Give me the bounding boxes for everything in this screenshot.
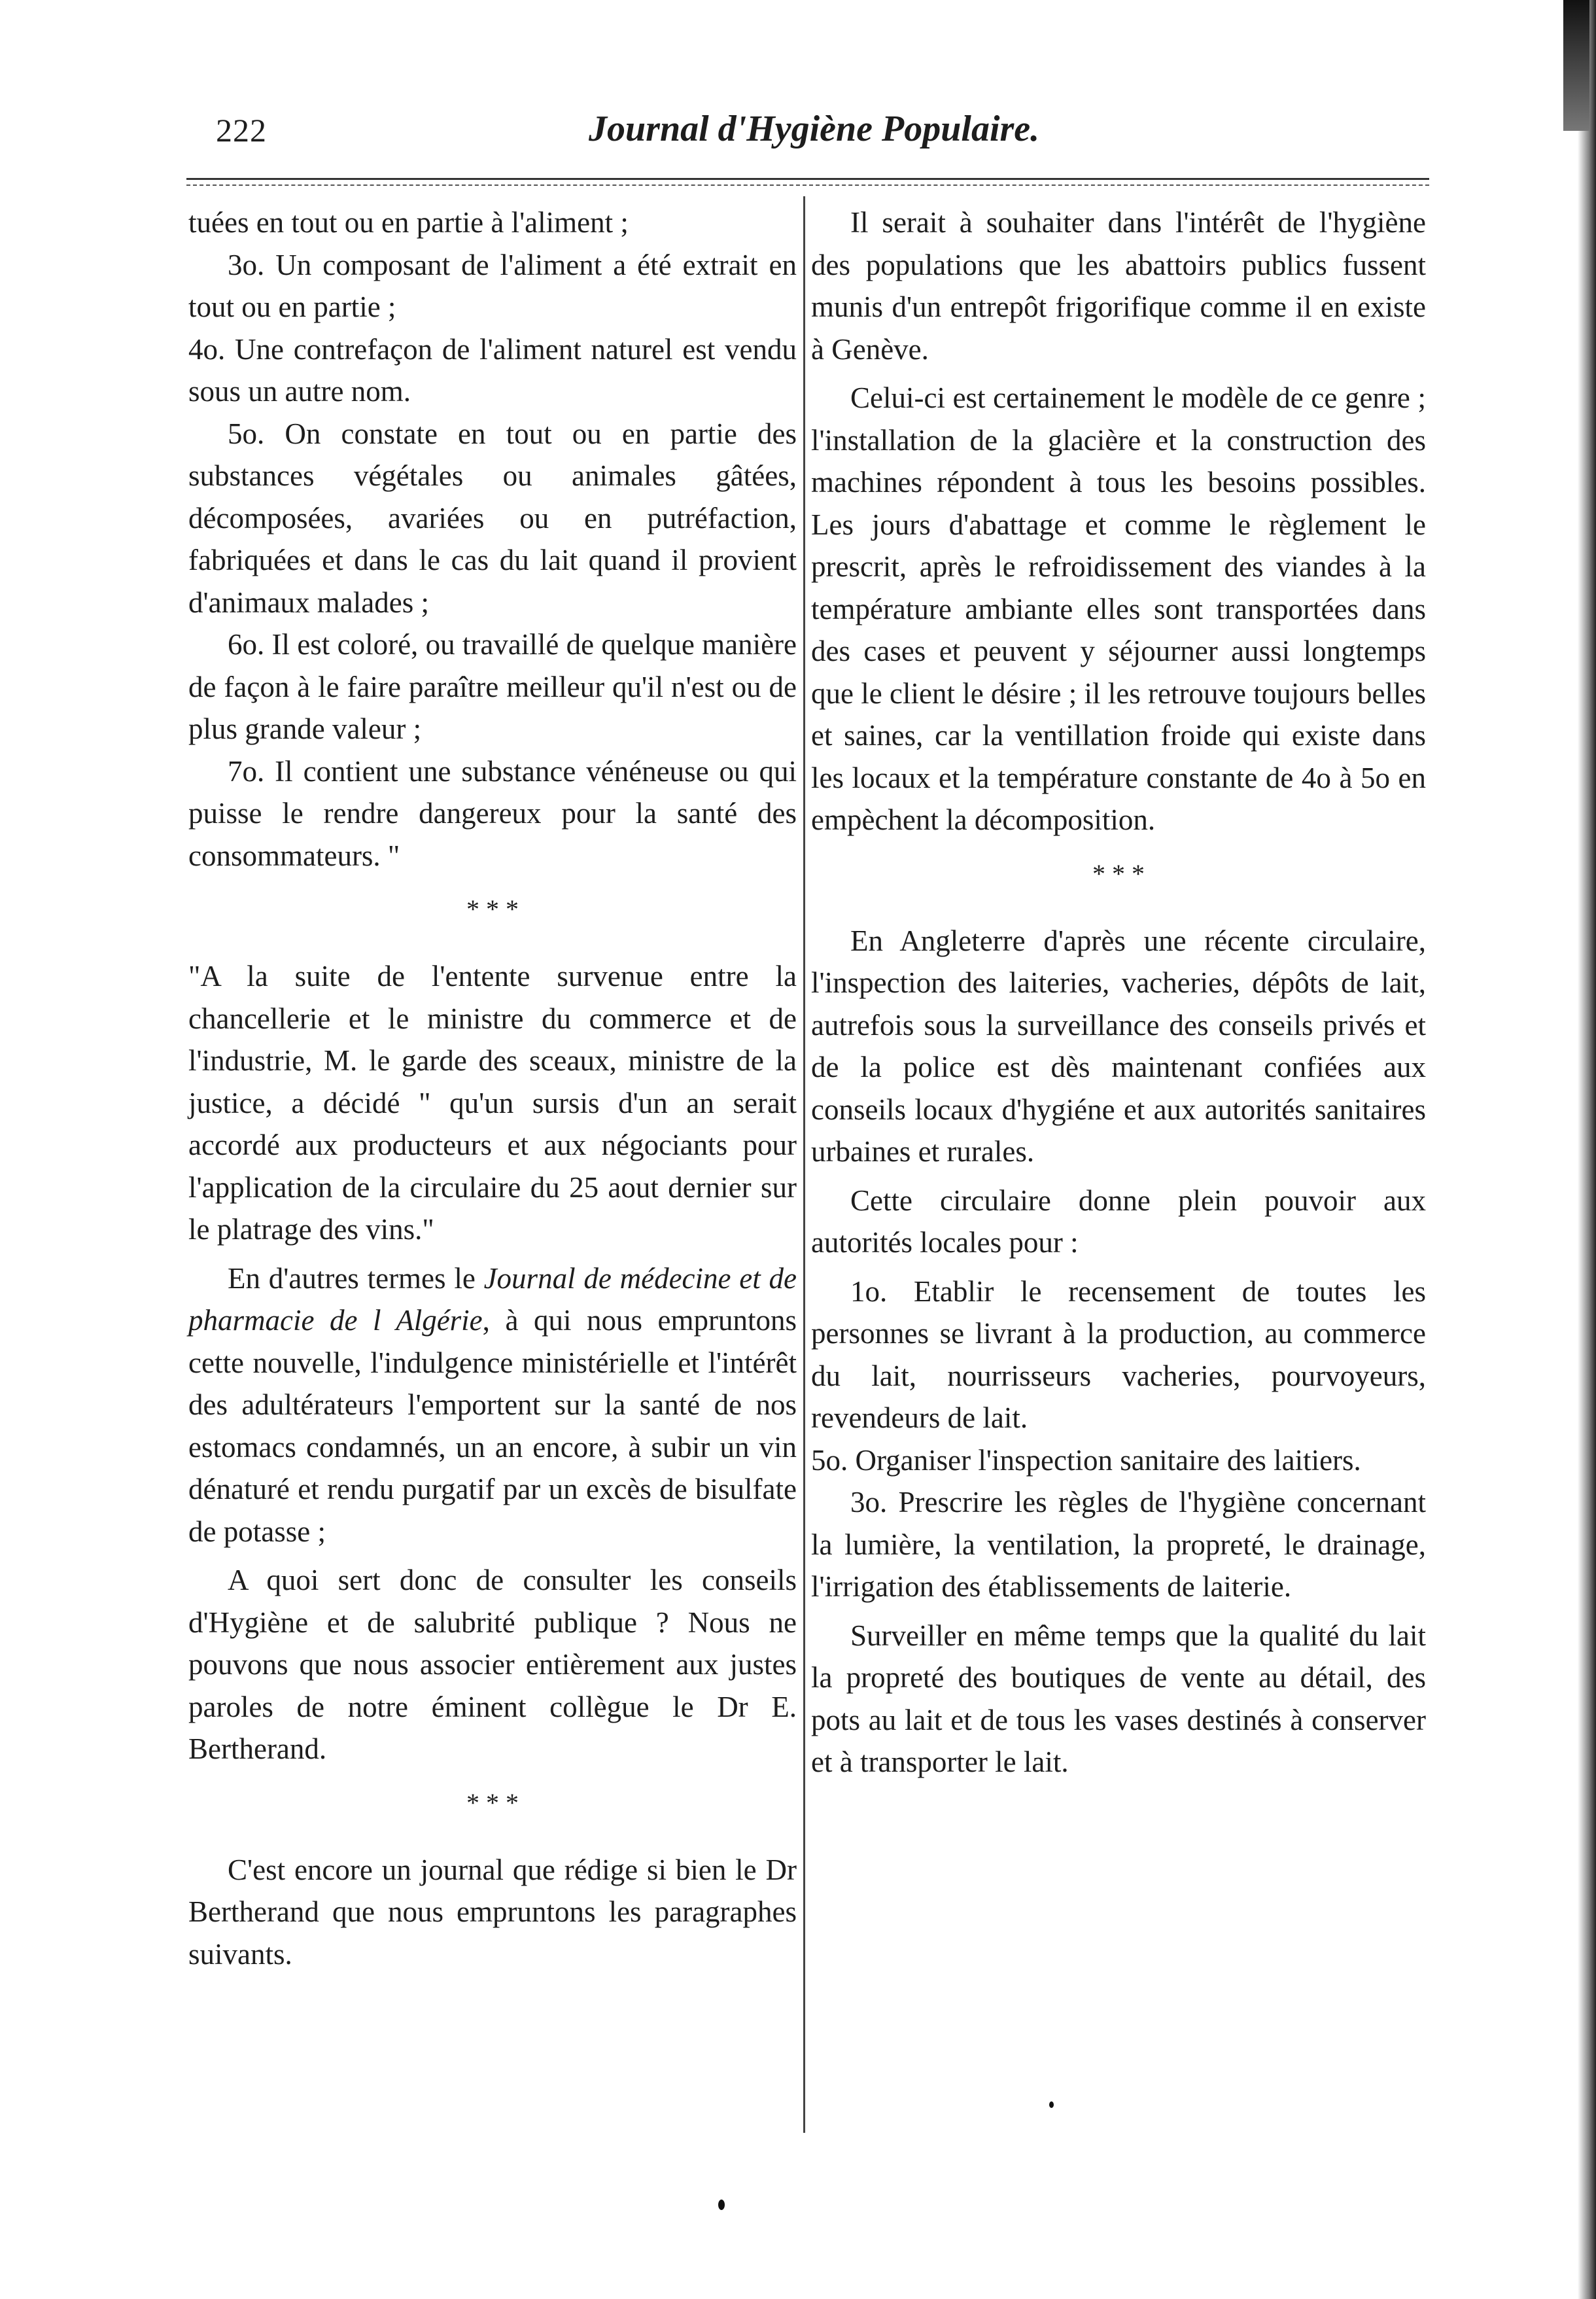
paragraph: Cette circulaire donne plein pouvoir aux autorités locales pour : [811, 1184, 1426, 1259]
paragraph: "A la suite de l'entente survenue entre la chancellerie et le ministre du commerce et de l'industrie, M. le garde des sceaux, ministre de la justice, a décidé " qu'un sursis d'un an serait accordé aux producteurs et aux négociants pour l'application de la circulaire du 25 aout dernier sur le platrage des vins." [188, 960, 797, 1246]
header-rule-dashed [186, 184, 1429, 186]
running-title: Journal d'Hygiène Populaire. [589, 109, 1040, 149]
column-divider [803, 196, 805, 2133]
paragraph: A quoi sert donc de consulter les conseils d'Hygiène et de salubrité publique ? Nous ne pouvons que nous associer entièrement aux justes paroles de notre éminent collègue le Dr E. Bertherand. [188, 1564, 797, 1765]
paragraph: C'est encore un journal que rédige si bien le Dr Bertherand que nous empruntons les paragraphes suivants. [188, 1853, 797, 1971]
text: En d'autres termes le [228, 1261, 484, 1295]
left-column [188, 202, 797, 1975]
paragraph: tuées en tout ou en partie à l'aliment ; [188, 206, 629, 239]
paragraph [188, 1257, 797, 1553]
paragraph: 1o. Etablir le recensement de toutes les personnes se livrant à la production, au commerce du lait, nourrisseurs vacheries, pourvoyeurs, revendeurs de lait. [811, 1274, 1426, 1434]
page-number: 222 [216, 112, 267, 149]
paragraph: 7o. Il contient une substance vénéneuse ou qui puisse le rendre dangereux pour la santé des consommateurs. " [188, 754, 797, 872]
right-column [811, 202, 1426, 1783]
section-separator [188, 1770, 797, 1849]
journal-title: Journal de médecine et de pharmacie de l Algérie [188, 1261, 797, 1337]
asterism: * * * [1092, 858, 1145, 888]
ink-speck [1049, 2101, 1054, 2108]
asterism: * * * [466, 894, 519, 924]
asterism: * * * [466, 1787, 519, 1817]
paragraph: En Angleterre d'après une récente circulaire, l'inspection des laiteries, vacheries, dépôts de lait, autrefois sous la surveillance des conseils privés et de la police est dès maintenant confiées aux conseils locaux d'hygiéne et aux autorités sanitaires urbaines et rurales. [811, 924, 1426, 1168]
paragraph: Celui-ci est certainement le modèle de ce genre ; l'installation de la glacière et la construction des machines répondent à tous les besoins possibles. Les jours d'abattage et comme le règlement le prescrit, après le refroidissement des viandes à la température ambiante elles sont transportées dans des cases et peuvent y séjourner aussi longtemps que le client le désire ; il les retrouve toujours belles et saines, car la ventillation froide qui existe dans les locaux et la température constante de 4o à 5o en empèchent la décomposition. [811, 381, 1426, 836]
paragraph: Surveiller en même temps que la qualité du lait la propreté des boutiques de vente au détail, des pots au lait et de tous les vases destinés à conserver et à transporter le lait. [811, 1619, 1426, 1778]
page-edge-mark [1563, 0, 1589, 131]
paragraph: 5o. Organiser l'inspection sanitaire des laitiers. [811, 1443, 1361, 1477]
text: , à qui nous empruntons cette nouvelle, l'indulgence ministérielle et l'intérêt des adultérateurs l'emportent sur la santé de nos estomacs condamnés, un an encore, à subir un vin dénaturé et rendu purgatif par un excès de bisulfate de potasse ; [188, 1304, 797, 1548]
header-rule [186, 178, 1429, 180]
page-edge-shadow [1578, 0, 1596, 2299]
paragraph: 5o. On constate en tout ou en partie des substances végétales ou animales gâtées, décomposées, avariées ou en putréfaction, fabriquées et dans le cas du lait quand il provient d'animaux malades ; [188, 417, 797, 619]
paragraph: Il serait à souhaiter dans l'intérêt de l'hygiène des populations que les abattoirs publics fussent munis d'un entrepôt frigorifique comme il en existe à Genève. [811, 206, 1426, 366]
ink-speck [718, 2200, 725, 2210]
section-separator [188, 877, 797, 955]
paragraph: 4o. Une contrefaçon de l'aliment naturel est vendu sous un autre nom. [188, 332, 797, 408]
section-separator [811, 841, 1426, 920]
paragraph: 3o. Prescrire les règles de l'hygiène concernant la lumière, la ventilation, la propreté, le drainage, l'irrigation des établissements de laiterie. [811, 1486, 1426, 1603]
paragraph: 6o. Il est coloré, ou travaillé de quelque manière de façon à le faire paraître meilleur qu'il n'est ou de plus grande valeur ; [188, 628, 797, 745]
paragraph: 3o. Un composant de l'aliment a été extrait en tout ou en partie ; [188, 248, 797, 323]
